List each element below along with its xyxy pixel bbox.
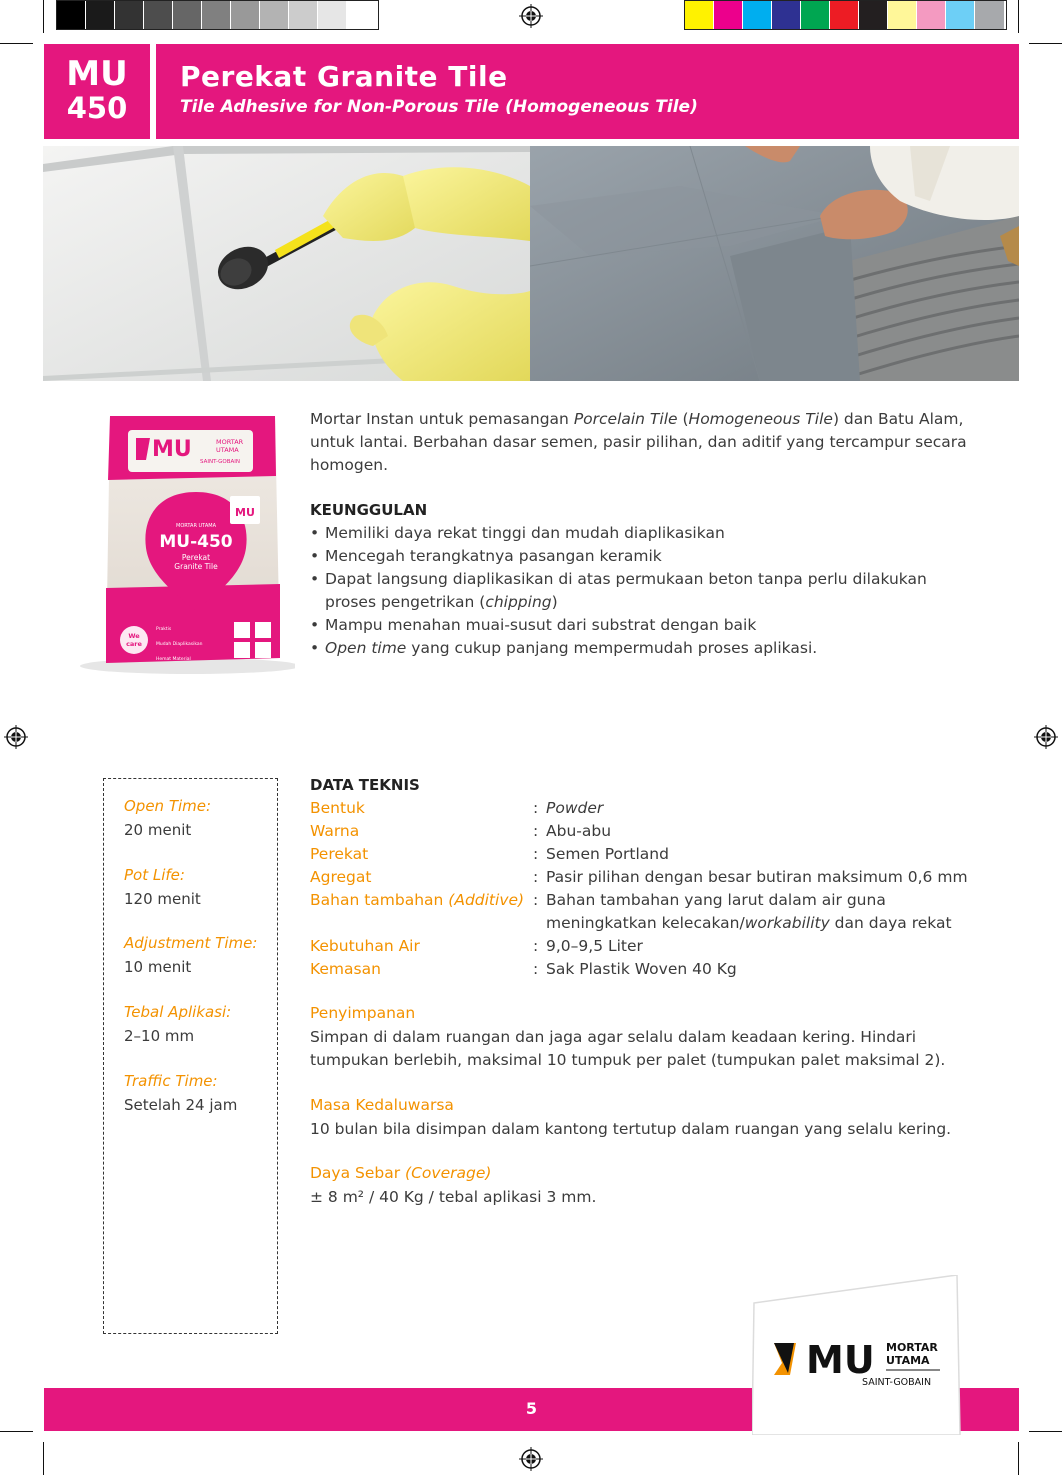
- spec-label: Tebal Aplikasi:: [124, 1003, 232, 1021]
- crop-mark: [0, 43, 33, 44]
- spec-value: Setelah 24 jam: [124, 1096, 238, 1114]
- crop-mark: [43, 0, 44, 33]
- list-item: • Open time yang cukup panjang mempermudah proses aplikasi.: [310, 637, 970, 660]
- gray-swatch: [289, 1, 318, 29]
- color-swatch: [743, 1, 772, 29]
- product-bag-image: [70, 408, 295, 676]
- color-swatch: [917, 1, 946, 29]
- svg-text:Hemat Material: Hemat Material: [156, 657, 191, 662]
- technical-data-heading: DATA TEKNIS: [310, 776, 420, 794]
- gray-swatch: [57, 1, 86, 29]
- advantages-heading: KEUNGGULAN: [310, 501, 428, 519]
- registration-mark-icon: [519, 1447, 543, 1471]
- page-number: 5: [525, 1399, 538, 1418]
- gray-swatch: [144, 1, 173, 29]
- logo-brand: MU: [806, 1338, 875, 1382]
- list-item: • Mencegah terangkatnya pasangan keramik: [310, 545, 970, 568]
- process-color-bar: [684, 0, 1007, 30]
- list-item: • Memiliki daya rekat tinggi dan mudah diaplikasikan: [310, 522, 970, 545]
- application-specs-box: [103, 778, 278, 1334]
- spec-label: Pot Life:: [124, 866, 185, 884]
- svg-text:MORTAR: MORTAR: [216, 438, 244, 446]
- spec-value: 2–10 mm: [124, 1027, 195, 1045]
- product-code-number: 450: [66, 91, 128, 125]
- coverage-text: ± 8 m² / 40 Kg / tebal aplikasi 3 mm.: [310, 1188, 597, 1206]
- photo-tile-laying: [530, 146, 1019, 381]
- gray-swatch: [260, 1, 289, 29]
- page-title: Perekat Granite Tile: [180, 60, 508, 93]
- svg-text:Praktis: Praktis: [156, 627, 172, 632]
- product-code-prefix: MU: [66, 54, 128, 94]
- page-subtitle: Tile Adhesive for Non-Porous Tile (Homogeneous Tile): [180, 97, 698, 117]
- gray-swatch: [231, 1, 260, 29]
- spec-label: Open Time:: [124, 797, 212, 815]
- gray-swatch: [173, 1, 202, 29]
- registration-mark-icon: [519, 4, 543, 28]
- color-swatch: [714, 1, 743, 29]
- grayscale-color-bar: [56, 0, 379, 30]
- gray-swatch: [115, 1, 144, 29]
- color-swatch: [801, 1, 830, 29]
- crop-mark: [1029, 43, 1062, 44]
- color-swatch: [888, 1, 917, 29]
- gray-swatch: [318, 1, 347, 29]
- spec-label: Adjustment Time:: [124, 934, 258, 952]
- svg-text:We: We: [128, 632, 140, 640]
- registration-mark-icon: [4, 725, 28, 749]
- title-banner: [156, 44, 1019, 139]
- spec-label: Traffic Time:: [124, 1072, 218, 1090]
- svg-text:care: care: [126, 640, 142, 648]
- expiry-heading: Masa Kedaluwarsa: [310, 1096, 454, 1114]
- coverage-heading: Daya Sebar (Coverage): [310, 1164, 492, 1182]
- crop-mark: [1029, 1431, 1062, 1432]
- list-item: • Dapat langsung diaplikasikan di atas permukaan beton tanpa perlu dilakukan proses pengetrikan (chipping): [310, 568, 970, 614]
- svg-text:Granite Tile: Granite Tile: [174, 562, 218, 571]
- logo-line1: MORTAR: [886, 1341, 938, 1354]
- photo-tile-hammering: [43, 146, 530, 381]
- storage-text: Simpan di dalam ruangan dan jaga agar selalu dalam keadaan kering. Hindari tumpukan berlebih, maksimal 10 tumpuk per palet (tumpukan palet maksimal 2).: [310, 1028, 946, 1069]
- svg-text:SAINT-GOBAIN: SAINT-GOBAIN: [200, 459, 240, 465]
- logo-line3: SAINT-GOBAIN: [862, 1377, 932, 1388]
- product-description: Mortar Instan untuk pemasangan Porcelain Tile (Homogeneous Tile) dan Batu Alam, untuk lantai. Berbahan dasar semen, pasir pilihan, dan aditif yang tercampur secara homogen.: [310, 410, 967, 474]
- color-swatch: [859, 1, 888, 29]
- advantages-list: [310, 522, 970, 660]
- svg-text:Mudah Diaplikasikan: Mudah Diaplikasikan: [156, 642, 203, 647]
- storage-heading: Penyimpanan: [310, 1004, 416, 1022]
- color-swatch: [946, 1, 975, 29]
- crop-mark: [1018, 1442, 1019, 1475]
- color-swatch: [830, 1, 859, 29]
- crop-mark: [1018, 0, 1019, 33]
- color-swatch: [975, 1, 1004, 29]
- logo-line2: UTAMA: [886, 1354, 930, 1367]
- spec-value: 20 menit: [124, 821, 192, 839]
- svg-text:MU: MU: [152, 437, 192, 462]
- gray-swatch: [86, 1, 115, 29]
- svg-text:MU-450: MU-450: [159, 532, 233, 552]
- svg-text:Perekat: Perekat: [181, 553, 211, 562]
- svg-text:MU: MU: [235, 506, 255, 519]
- expiry-text: 10 bulan bila disimpan dalam kantong tertutup dalam ruangan yang selalu kering.: [310, 1120, 952, 1138]
- color-swatch: [685, 1, 714, 29]
- spec-value: 10 menit: [124, 958, 192, 976]
- crop-mark: [0, 1431, 33, 1432]
- gray-swatch: [347, 1, 376, 29]
- spec-value: 120 menit: [124, 890, 201, 908]
- brand-logo-card: [752, 1275, 962, 1435]
- list-item: • Mampu menahan muai-susut dari substrat dengan baik: [310, 614, 970, 637]
- product-code-block: [44, 44, 150, 139]
- color-swatch: [772, 1, 801, 29]
- svg-text:MORTAR UTAMA: MORTAR UTAMA: [176, 523, 216, 529]
- registration-mark-icon: [1034, 725, 1058, 749]
- svg-text:UTAMA: UTAMA: [216, 446, 239, 454]
- gray-swatch: [202, 1, 231, 29]
- crop-mark: [43, 1442, 44, 1475]
